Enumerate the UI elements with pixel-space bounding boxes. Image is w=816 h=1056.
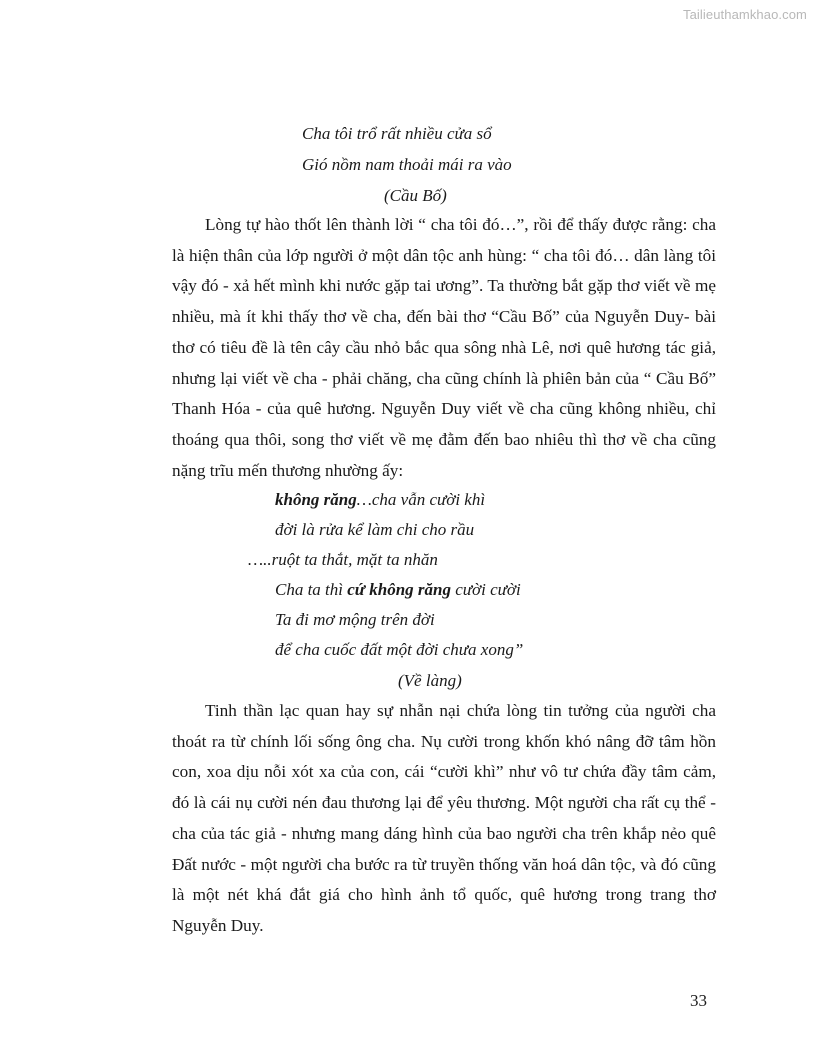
page-number: 33	[690, 991, 707, 1010]
poem1-source: (Cầu Bố)	[384, 186, 447, 205]
poem2-line6: để cha cuốc đất một đời chưa xong”	[275, 640, 524, 659]
poem2-line5: Ta đi mơ mộng trên đời	[275, 610, 435, 629]
paragraph-1: Lòng tự hào thốt lên thành lời “ cha tôi đó…”, rồi để thấy được rằng: cha là hiện thân của lớp người ở một dân tộc anh hùng: “ cha tôi đó… dân làng tôi vậy đó - xả hết mình khi nước gặp tai ương”. Ta thường bắt gặp thơ viết về mẹ nhiều, mà ít khi thấy thơ về cha, đến bài thơ “Cầu Bố” của Nguyễn Duy- bài thơ có tiêu đề là tên cây cầu nhỏ bắc qua sông nhà Lê, nơi quê hương tác giả, nhưng lại viết về cha - phải chăng, cha cũng chính là phiên bản của “ Cầu Bố” Thanh Hóa - của quê hương. Nguyễn Duy viết về cha cũng không nhiều, chỉ thoáng qua thôi, song thơ viết về mẹ đằm đến bao nhiêu thì thơ về cha cũng nặng trĩu mến thương nhường ấy:	[172, 215, 716, 480]
poem2-line4-pre: Cha ta thì	[275, 580, 348, 599]
poem2-line4-post: cười cười	[450, 580, 521, 599]
poem2-source: (Về làng)	[398, 671, 462, 690]
poem2-line1-bold: không răng	[275, 490, 357, 509]
poem2-line1-rest: …cha vẫn cười khì	[356, 490, 486, 509]
poem1-line2: Gió nồm nam thoải mái ra vào	[302, 155, 512, 174]
paragraph-2: Tinh thần lạc quan hay sự nhẫn nại chứa lòng tin tưởng của người cha thoát ra từ chính lối sống ông cha. Nụ cười trong khốn khó nâng đỡ tâm hồn con, xoa dịu nỗi xót xa của con, cái “cười khì” như vô tư chứa đầy tâm cảm, đó là cái nụ cười nén đau thương lại để yêu thương. Một người cha rất cụ thể - cha của tác giả - nhưng mang dáng hình của bao người cha trên khắp nẻo quê Đất nước - một người cha bước ra từ truyền thống văn hoá dân tộc, và đó cũng là một nét khá đắt giá cho hình ảnh tổ quốc, quê hương trong trang thơ Nguyễn Duy.	[172, 701, 716, 935]
poem1-line1: Cha tôi trổ rất nhiều cửa sổ	[302, 124, 492, 143]
poem2-line4-bold: cứ không răng	[347, 580, 451, 599]
poem2-line1	[275, 490, 485, 510]
poem2-line4	[275, 580, 521, 600]
watermark: Tailieuthamkhao.com	[682, 7, 807, 22]
poem2-line2: đời là rửa kể làm chi cho rầu	[275, 520, 475, 539]
poem2-line3: …..ruột ta thắt, mặt ta nhăn	[248, 550, 438, 569]
